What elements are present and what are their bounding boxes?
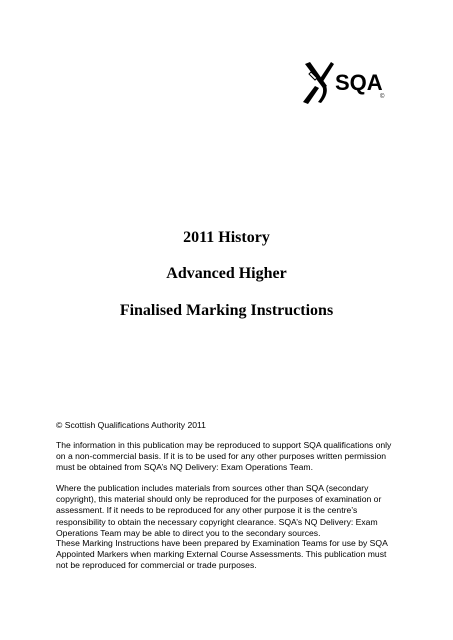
marking-instructions-paragraph: These Marking Instructions have been prepared by Examination Teams for use by SQA Appointed Markers when marking External Course Assessments. This publication must not be reproduced for commercial or trade purposes. <box>56 538 388 571</box>
secondary-copyright-paragraph: Where the publication includes materials from sources other than SQA (secondary copyright), this material should only be reproduced for the purposes of examination or assessment. If it needs to be reproduced for any other purpose it is the centre’s responsibility to obtain the necessary copyright clearance. SQA’s NQ Delivery: Exam Operations Team may be able to direct you to the secondary sources. <box>56 483 382 538</box>
logo-copyright-symbol: © <box>380 94 385 100</box>
copyright-notice: © Scottish Qualifications Authority 2011 <box>56 420 206 430</box>
sqa-logo-mark <box>301 58 391 104</box>
document-title-level: Advanced Higher <box>166 265 287 282</box>
document-title-type: Finalised Marking Instructions <box>119 302 334 319</box>
sqa-logo-text: SQA <box>335 70 383 95</box>
document-title-year-subject: 2011 History <box>183 229 270 246</box>
sqa-logo <box>301 58 391 104</box>
reproduction-paragraph: The information in this publication may be reproduced to support SQA qualifications only on a non-commercial basis. If it is to be used for any other purposes written permission must be obtained from SQA’s NQ Delivery: Exam Operations Team. <box>56 440 392 473</box>
